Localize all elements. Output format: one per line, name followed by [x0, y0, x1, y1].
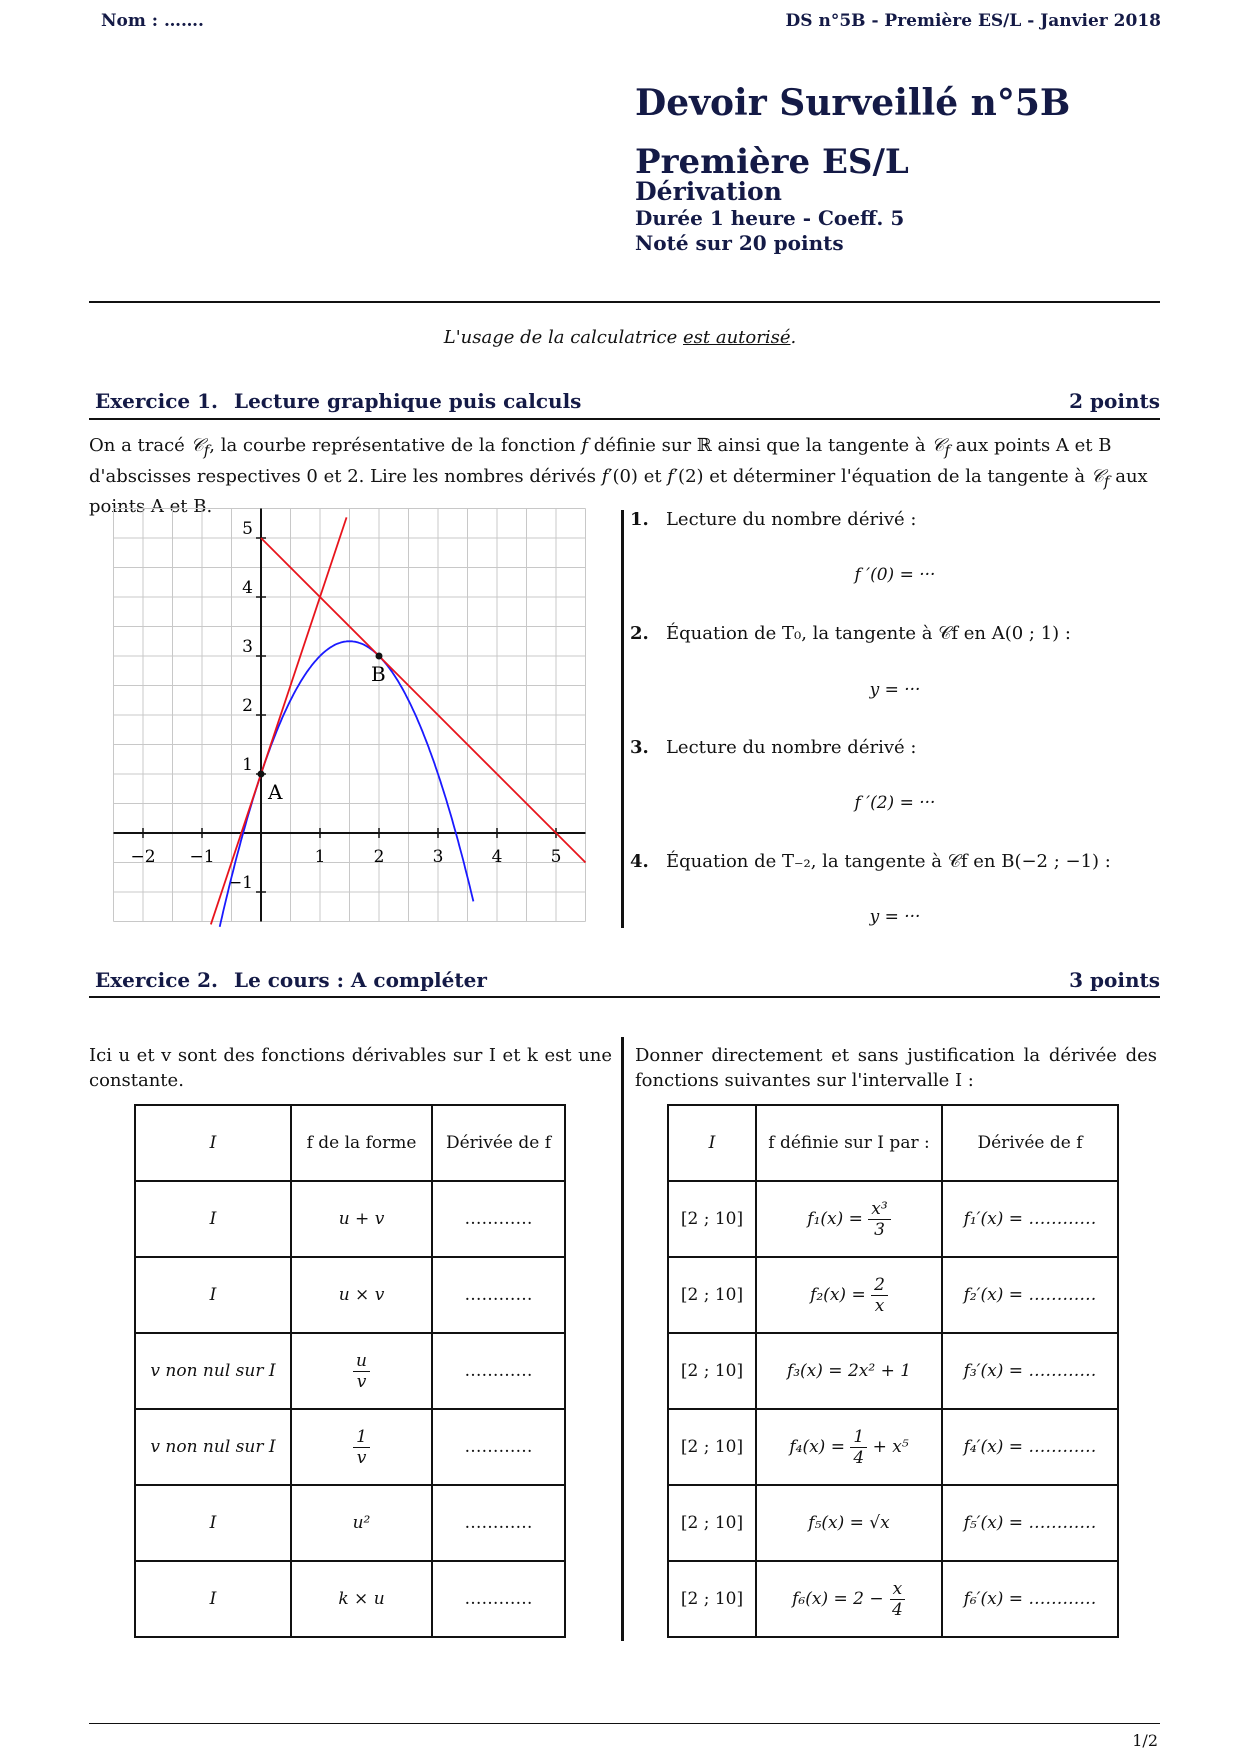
calculator-notice-text: L'usage de la calculatrice [443, 327, 683, 348]
question-2 [630, 623, 1071, 644]
header-form: f de la forme [291, 1105, 432, 1181]
question-1-text: Lecture du nombre dérivé : [665, 509, 917, 530]
row-form: k × u [291, 1561, 432, 1637]
y-tick-label: 3 [242, 637, 253, 657]
def-suffix: + x⁵ [867, 1436, 909, 1457]
question-4-answer: y = ··· [869, 907, 921, 927]
row-domain: I [135, 1561, 291, 1637]
row-definition [756, 1409, 942, 1485]
derivative-blank[interactable]: f₃′(x) = ………… [942, 1333, 1118, 1409]
question-1-answer: f ′(0) = ··· [854, 565, 936, 585]
functions-table [667, 1104, 1119, 1638]
calculator-notice-end: . [790, 327, 797, 348]
table-row [135, 1333, 565, 1409]
table-header-row [668, 1105, 1118, 1181]
y-tick-label: −1 [227, 873, 253, 893]
derivative-blank[interactable]: f₁′(x) = ………… [942, 1181, 1118, 1257]
row-domain: [2 ; 10] [668, 1409, 756, 1485]
intro-part: et [643, 465, 668, 487]
derivative-blank[interactable]: ………… [432, 1561, 565, 1637]
exercise2-label: Exercice 2. [95, 968, 218, 992]
fraction-numerator: 2 [871, 1275, 888, 1296]
table-row [668, 1257, 1118, 1333]
tangent-line-b [261, 538, 586, 863]
fraction [889, 1579, 906, 1620]
intro-part: On a tracé [89, 435, 191, 456]
row-domain: I [135, 1257, 291, 1333]
exercise1-title: Lecture graphique puis calculs [234, 389, 582, 413]
fraction-numerator: x³ [868, 1199, 890, 1220]
question-4-text: Équation de T₋₂, la tangente à 𝒞f en B(−2 ; −1) : [665, 851, 1111, 872]
table-row [668, 1181, 1118, 1257]
header-interval: I [135, 1105, 291, 1181]
fraction [871, 1275, 888, 1316]
row-domain: [2 ; 10] [668, 1257, 756, 1333]
question-3 [630, 737, 916, 758]
intro-part: aux points A et B. [89, 465, 1148, 518]
fraction [850, 1427, 867, 1468]
footer-rule [89, 1723, 1160, 1724]
derivative-blank[interactable]: ………… [432, 1181, 565, 1257]
exercise1-intro: On a tracé 𝒞$_f$, la courbe représentative de la fonction f définie sur ℝ ainsi que la tangente à 𝒞$_f$ aux points A et B d'abscisses respectives 0 et 2. Lire les nombres dérivés f′(0) et f′(2) et déterminer l'équation de la tangente à 𝒞$_f$ aux points A et B. [89, 435, 1148, 518]
x-tick-label: 2 [373, 847, 385, 867]
x-tick-label: −2 [130, 847, 156, 867]
table-row [135, 1409, 565, 1485]
def-prefix: f₁(x) = [807, 1208, 869, 1229]
row-form: u + v [291, 1181, 432, 1257]
fraction-denominator: v [356, 1371, 367, 1392]
derivative-blank[interactable]: ………… [432, 1333, 565, 1409]
question-3-text: Lecture du nombre dérivé : [665, 737, 917, 758]
table-row [135, 1485, 565, 1561]
row-domain: I [135, 1181, 291, 1257]
row-domain: [2 ; 10] [668, 1181, 756, 1257]
duration-info: Durée 1 heure - Coeff. 5 [635, 206, 905, 230]
document-reference: DS n°5B - Première ES/L - Janvier 2018 [785, 11, 1161, 31]
fraction-denominator: 4 [892, 1599, 903, 1620]
fraction-denominator: 4 [853, 1447, 865, 1468]
table-header-row [135, 1105, 565, 1181]
fraction-numerator: 1 [850, 1427, 867, 1448]
derivative-blank[interactable]: f₂′(x) = ………… [942, 1257, 1118, 1333]
student-name-field: Nom : ……. [101, 11, 204, 31]
row-form [291, 1409, 432, 1485]
grading-info: Noté sur 20 points [635, 231, 844, 255]
fraction-denominator: 3 [874, 1219, 885, 1240]
point-b [376, 653, 383, 660]
x-tick-label: 3 [432, 847, 444, 867]
question-2-answer: y = ··· [869, 680, 921, 700]
intro-part: , la courbe représentative de la fonction [209, 435, 582, 456]
intro-part: aux points A et B d'abscisses respectives 0 et 2. Lire les nombres dérivés [89, 435, 1112, 487]
row-definition [756, 1181, 942, 1257]
row-form: u × v [291, 1257, 432, 1333]
question-4 [630, 851, 1111, 872]
derivative-blank[interactable]: f₆′(x) = ………… [942, 1561, 1118, 1637]
exercise1-label: Exercice 1. [95, 389, 218, 413]
table-row [668, 1409, 1118, 1485]
document-title: Devoir Surveillé n°5B [635, 82, 1071, 124]
fraction [353, 1351, 370, 1392]
derivative-blank[interactable]: ………… [432, 1409, 565, 1485]
table-row [135, 1181, 565, 1257]
row-domain: v non nul sur I [135, 1333, 291, 1409]
question-3-answer: f ′(2) = ··· [854, 793, 936, 813]
row-domain: [2 ; 10] [668, 1561, 756, 1637]
intro-part: et déterminer l'équation de la tangente à [703, 465, 1091, 487]
fraction-denominator: x [874, 1295, 885, 1316]
exercise1-rule [89, 418, 1160, 420]
exercise2-right-intro: Donner directement et sans justification la dérivée des fonctions suivantes sur l'intervalle I : [635, 1045, 1157, 1091]
y-tick-label: 2 [242, 696, 253, 716]
derivative-blank[interactable]: ………… [432, 1257, 565, 1333]
table-row [135, 1561, 565, 1637]
row-domain: [2 ; 10] [668, 1485, 756, 1561]
point-a [258, 771, 265, 778]
row-definition [756, 1257, 942, 1333]
y-tick-label: 1 [242, 755, 253, 775]
y-tick-label: 5 [242, 519, 253, 539]
row-domain: v non nul sur I [135, 1409, 291, 1485]
exercise1-points: 2 points [1069, 389, 1160, 413]
question-3-number: 3. [630, 737, 649, 758]
exercise2-rule [89, 996, 1160, 998]
question-1 [630, 509, 916, 530]
fraction [353, 1427, 370, 1468]
header-derivative: Dérivée de f [942, 1105, 1118, 1181]
exercise2-column-divider [621, 1037, 624, 1641]
graph-curves [211, 517, 586, 926]
subject-title: Dérivation [635, 177, 782, 206]
question-2-text: Équation de T₀, la tangente à 𝒞f en A(0 ; 1) : [665, 623, 1071, 644]
table-row [668, 1333, 1118, 1409]
row-form: u² [291, 1485, 432, 1561]
row-definition: f₅(x) = √x [756, 1485, 942, 1561]
question-2-number: 2. [630, 623, 649, 644]
def-prefix: f₂(x) = [810, 1284, 872, 1305]
graph-grid [114, 509, 586, 922]
question-1-number: 1. [630, 509, 649, 530]
fraction-denominator: v [356, 1447, 367, 1468]
row-domain: I [135, 1485, 291, 1561]
x-tick-label: 4 [491, 847, 503, 867]
title-divider [89, 301, 1160, 303]
row-definition [756, 1561, 942, 1637]
point-label-b: B [371, 662, 386, 686]
x-tick-label: 5 [550, 847, 562, 867]
calculator-notice [0, 327, 1240, 348]
intro-part: définie sur ℝ ainsi que la tangente à [588, 435, 932, 456]
table-row [668, 1485, 1118, 1561]
calculator-emphasis: est autorisé [683, 327, 791, 348]
header-definition: f définie sur I par : [756, 1105, 942, 1181]
header-derivative: Dérivée de f [432, 1105, 565, 1181]
question-4-number: 4. [630, 851, 649, 872]
fraction-numerator: 1 [353, 1427, 370, 1448]
derivative-blank[interactable]: f₄′(x) = ………… [942, 1409, 1118, 1485]
x-tick-label: −1 [189, 847, 215, 867]
fraction [868, 1199, 890, 1240]
fraction-numerator: x [890, 1579, 906, 1600]
row-form [291, 1333, 432, 1409]
table-row [668, 1561, 1118, 1637]
point-label-a: A [268, 780, 283, 804]
header-interval: I [668, 1105, 756, 1181]
row-definition: f₃(x) = 2x² + 1 [756, 1333, 942, 1409]
y-tick-label: 4 [242, 578, 253, 598]
derivative-blank[interactable]: f₅′(x) = ………… [942, 1485, 1118, 1561]
derivative-rules-table [134, 1104, 566, 1638]
class-level: Première ES/L [635, 142, 909, 182]
derivative-blank[interactable]: ………… [432, 1485, 565, 1561]
exercise1-column-divider [621, 510, 624, 928]
exercise2-left-intro: Ici u et v sont des fonctions dérivables sur I et k est une constante. [89, 1045, 612, 1091]
function-graph [100, 502, 600, 927]
table-row [135, 1257, 565, 1333]
page-number: 1/2 [1132, 1731, 1158, 1750]
exercise2-points: 3 points [1069, 968, 1160, 992]
x-tick-label: 1 [314, 847, 326, 867]
exercise2-title: Le cours : A compléter [234, 968, 487, 992]
fraction-numerator: u [353, 1351, 370, 1372]
def-prefix: f₆(x) = 2 − [792, 1588, 890, 1609]
row-domain: [2 ; 10] [668, 1333, 756, 1409]
def-prefix: f₄(x) = [789, 1436, 851, 1457]
